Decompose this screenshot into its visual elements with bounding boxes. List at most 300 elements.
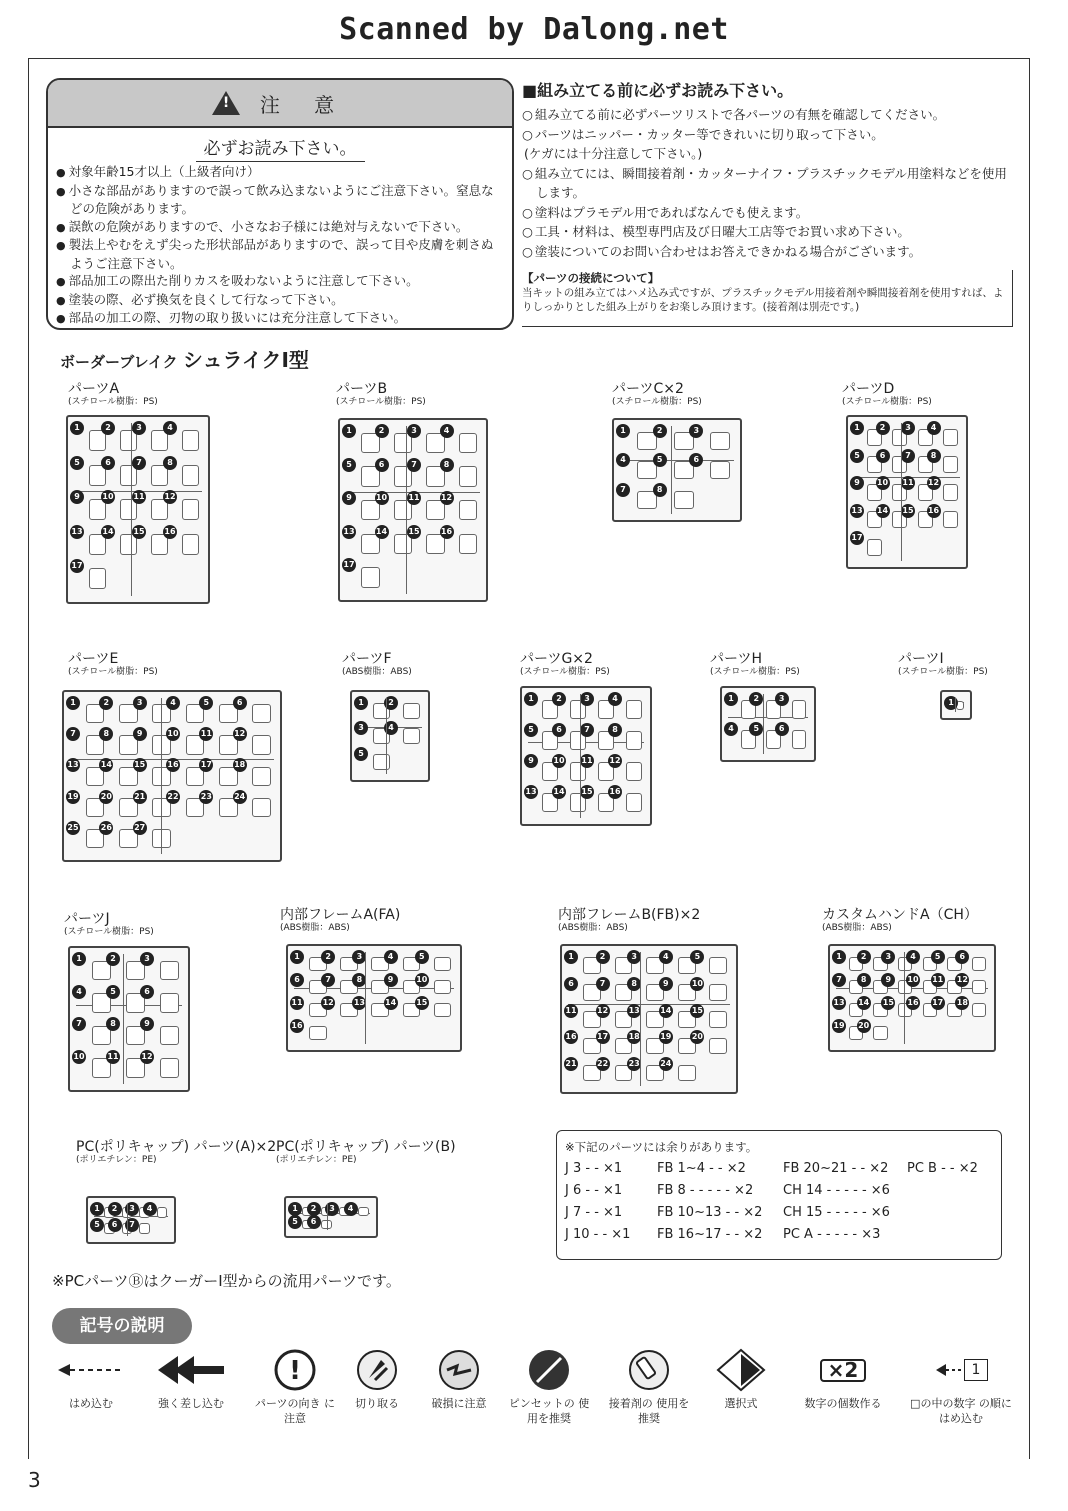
read-before-item: ○ 塗装についてのお問い合わせはお答えできかねる場合がございます。 xyxy=(522,242,1012,262)
parts-material: (ABS樹脂：ABS) xyxy=(558,923,628,933)
parts-runner xyxy=(86,1196,176,1244)
parts-material: (スチロール樹脂：PS) xyxy=(64,927,154,937)
parts-label xyxy=(842,382,932,408)
spare-cell xyxy=(907,1205,997,1220)
part-number: 7 xyxy=(832,973,846,987)
part-piece xyxy=(674,491,694,509)
part-number: 23 xyxy=(627,1057,641,1071)
parts-name: PC(ポリキャップ) パーツ(B) xyxy=(276,1139,456,1155)
part-number: 15 xyxy=(901,504,915,518)
parts-material: (ABS樹脂：ABS) xyxy=(822,923,892,933)
part-piece xyxy=(972,980,986,995)
part-number: 20 xyxy=(857,1019,871,1033)
part-number: 4 xyxy=(143,1202,157,1216)
part-number: 10 xyxy=(876,476,890,490)
parts-material: (ポリエチレン：PE) xyxy=(76,1155,157,1165)
part-number: 2 xyxy=(101,421,115,435)
part-piece xyxy=(403,728,420,744)
part-number: 11 xyxy=(407,491,421,505)
part-number: 16 xyxy=(163,525,177,539)
part-number: 24 xyxy=(659,1057,673,1071)
part-number: 5 xyxy=(90,1218,104,1232)
legend-item: 強く差し込む xyxy=(146,1348,236,1411)
spare-cell xyxy=(907,1227,997,1242)
part-number: 26 xyxy=(99,821,113,835)
part-number: 13 xyxy=(342,525,356,539)
caution-item: ● 塗装の際、必ず換気を良くして行なって下さい。 xyxy=(56,291,504,310)
spare-cell: J 10 - - ×1 xyxy=(565,1227,631,1242)
part-number: 11 xyxy=(290,996,304,1010)
part-number: 4 xyxy=(440,424,454,438)
read-before-item: ○ 塗料はプラモデル用であればなんでも使えます。 xyxy=(522,203,1012,223)
part-piece xyxy=(626,793,642,812)
caution-box xyxy=(46,78,514,330)
part-number: 8 xyxy=(627,977,641,991)
part-number: 4 xyxy=(659,950,673,964)
part-number: 13 xyxy=(66,758,80,772)
spare-cell xyxy=(907,1183,997,1198)
part-number: 7 xyxy=(66,727,80,741)
parts-runner xyxy=(68,946,190,1092)
part-piece xyxy=(678,1065,696,1082)
part-number: 10 xyxy=(415,973,429,987)
select-icon xyxy=(696,1348,786,1392)
part-number: 20 xyxy=(690,1030,704,1044)
part-number: 8 xyxy=(653,483,667,497)
spare-header: ※下記のパーツには余りがあります。 xyxy=(565,1140,758,1154)
part-number: 2 xyxy=(857,950,871,964)
spare-cell: J 3 - - ×1 xyxy=(565,1161,623,1176)
caution-list xyxy=(48,163,512,328)
part-piece xyxy=(459,500,477,520)
part-number: 12 xyxy=(233,727,247,741)
part-piece xyxy=(972,957,986,972)
part-number: 10 xyxy=(552,754,566,768)
legend-item: ピンセットの 使用を推奨 xyxy=(504,1348,594,1426)
part-number: 10 xyxy=(375,491,389,505)
part-number: 12 xyxy=(596,1004,610,1018)
legend-item: 1 □の中の数字 の順にはめ込む xyxy=(906,1348,1016,1426)
part-number: 15 xyxy=(881,996,895,1010)
parts-runner xyxy=(828,944,996,1052)
part-number: 8 xyxy=(99,727,113,741)
connection-text: 当キットの組み立てはハメ込み式ですが、プラスチックモデル用接着剤や瞬間接着剤を使用すれば、よりしっかりとした組み上がりをお楽しみ頂けます。(接着剤は別売です。) xyxy=(522,287,1004,313)
part-number: 9 xyxy=(524,754,538,768)
part-number: 10 xyxy=(166,727,180,741)
part-piece xyxy=(792,730,807,749)
parts-label xyxy=(276,1140,456,1166)
part-number: 15 xyxy=(133,758,147,772)
parts-label xyxy=(68,652,158,678)
part-number: 7 xyxy=(616,483,630,497)
part-number: 3 xyxy=(354,721,368,735)
part-number: 17 xyxy=(199,758,213,772)
part-number: 5 xyxy=(749,722,763,736)
part-piece xyxy=(182,465,200,486)
parts-label xyxy=(64,912,154,938)
part-number: 3 xyxy=(407,424,421,438)
part-number: 21 xyxy=(564,1057,578,1071)
part-number: 14 xyxy=(375,525,389,539)
part-piece xyxy=(321,1220,332,1229)
caution-item: ● 部品の加工の際、刃物の取り扱いには充分注意して下さい。 xyxy=(56,309,504,328)
part-number: 11 xyxy=(580,754,594,768)
part-number: 18 xyxy=(233,758,247,772)
part-number: 6 xyxy=(552,723,566,737)
part-piece xyxy=(709,1011,727,1028)
caution-item: ● 部品加工の際出た削りカスを吸わないように注意して下さい。 xyxy=(56,272,504,291)
part-number: 6 xyxy=(140,985,154,999)
part-number: 13 xyxy=(850,504,864,518)
part-piece xyxy=(160,1026,179,1046)
part-number: 13 xyxy=(524,785,538,799)
parts-runner xyxy=(62,690,282,862)
legend xyxy=(46,1348,1022,1438)
part-number: 8 xyxy=(927,449,941,463)
part-number: 5 xyxy=(106,985,120,999)
parts-runner xyxy=(284,1196,378,1238)
part-number: 8 xyxy=(440,458,454,472)
part-number: 3 xyxy=(775,692,789,706)
part-number: 2 xyxy=(307,1202,321,1216)
part-piece xyxy=(160,993,179,1013)
part-number: 17 xyxy=(70,559,84,573)
part-number: 15 xyxy=(415,996,429,1010)
parts-name: 内部フレームB(FB)×2 xyxy=(558,907,701,923)
part-piece xyxy=(434,980,452,995)
part-number: 12 xyxy=(440,491,454,505)
caution-item: ● 小さな部品がありますので誤って飲み込まないようにご注意下さい。窒息などの危険があります。 xyxy=(56,182,504,218)
part-number: 6 xyxy=(375,458,389,472)
part-number: 11 xyxy=(199,727,213,741)
part-number: 16 xyxy=(927,504,941,518)
part-number: 2 xyxy=(106,952,120,966)
caution-item: ● 誤飲の危険がありますので、小さなお子様には絶対与えないで下さい。 xyxy=(56,218,504,237)
parts-runner xyxy=(338,418,488,602)
part-number: 7 xyxy=(125,1218,139,1232)
part-number: 8 xyxy=(106,1017,120,1031)
part-number: 3 xyxy=(627,950,641,964)
part-number: 5 xyxy=(524,723,538,737)
part-number: 4 xyxy=(163,421,177,435)
spare-cell: FB 8 - - - - - ×2 xyxy=(657,1183,754,1198)
part-number: 10 xyxy=(101,490,115,504)
part-piece xyxy=(182,534,200,555)
tweezers-icon xyxy=(504,1348,594,1392)
part-number: 4 xyxy=(384,721,398,735)
part-number: 11 xyxy=(106,1050,120,1064)
part-number: 7 xyxy=(321,973,335,987)
part-number: 3 xyxy=(352,950,366,964)
part-number: 22 xyxy=(596,1057,610,1071)
parts-label xyxy=(76,1140,276,1166)
part-number: 2 xyxy=(552,692,566,706)
part-number: 17 xyxy=(850,531,864,545)
parts-label xyxy=(68,382,158,408)
part-number: 15 xyxy=(407,525,421,539)
part-number: 1 xyxy=(354,696,368,710)
part-number: 2 xyxy=(384,696,398,710)
parts-name: パーツC×2 xyxy=(612,381,684,397)
exclamation-icon xyxy=(250,1348,340,1392)
read-before-title: ■組み立てる前に必ずお読み下さい。 xyxy=(522,81,794,100)
spare-cell: PC B - - ×2 xyxy=(907,1161,978,1176)
part-number: 9 xyxy=(133,727,147,741)
part-number: 17 xyxy=(931,996,945,1010)
part-number: 1 xyxy=(290,950,304,964)
part-number: 13 xyxy=(832,996,846,1010)
spare-parts-box xyxy=(556,1130,1002,1260)
part-number: 21 xyxy=(133,790,147,804)
part-number: 4 xyxy=(608,692,622,706)
part-piece xyxy=(873,1026,887,1041)
part-number: 16 xyxy=(440,525,454,539)
part-piece xyxy=(943,456,958,473)
pc-note: ※PCパーツⒷはクーガーⅠ型からの流用パーツです。 xyxy=(52,1272,401,1290)
part-number: 6 xyxy=(955,950,969,964)
spare-grid xyxy=(565,1161,1001,1242)
double-arrow-icon xyxy=(146,1348,236,1392)
part-piece xyxy=(459,534,477,554)
page-number: 3 xyxy=(28,1468,41,1492)
part-number: 16 xyxy=(906,996,920,1010)
part-number: 1 xyxy=(342,424,356,438)
part-piece xyxy=(373,703,390,719)
part-piece xyxy=(792,700,807,719)
parts-material: (スチロール樹脂：PS) xyxy=(842,397,932,407)
part-number: 14 xyxy=(857,996,871,1010)
read-before-item: (ケガには十分注意して下さい。) xyxy=(524,146,703,161)
part-number: 1 xyxy=(66,696,80,710)
connection-note xyxy=(522,270,1013,327)
part-number: 9 xyxy=(140,1017,154,1031)
parts-runner xyxy=(350,690,430,782)
parts-label xyxy=(612,382,702,408)
part-number: 22 xyxy=(166,790,180,804)
part-number: 7 xyxy=(580,723,594,737)
part-number: 12 xyxy=(608,754,622,768)
connection-title: 【パーツの接続について】 xyxy=(522,271,660,285)
part-piece xyxy=(309,1026,327,1041)
part-number: 6 xyxy=(689,453,703,467)
part-number: 9 xyxy=(384,973,398,987)
parts-material: (スチロール樹脂：PS) xyxy=(898,667,988,677)
part-number: 17 xyxy=(596,1030,610,1044)
part-number: 6 xyxy=(233,696,247,710)
part-piece xyxy=(160,1058,179,1078)
glue-icon xyxy=(604,1348,694,1392)
part-number: 16 xyxy=(166,758,180,772)
svg-text:!: ! xyxy=(289,1356,301,1386)
parts-runner xyxy=(612,418,742,522)
scan-credit: Scanned by Dalong.net xyxy=(339,12,729,47)
part-number: 1 xyxy=(70,421,84,435)
part-number: 13 xyxy=(70,525,84,539)
kit-name: シュライクⅠ型 xyxy=(182,348,309,372)
read-before-item: ○ 組み立てる前に必ずパーツリストで各パーツの有無を確認してください。 xyxy=(522,105,1012,125)
legend-item: はめ込む xyxy=(46,1348,136,1411)
part-number: 11 xyxy=(132,490,146,504)
parts-runner xyxy=(846,415,968,569)
part-number: 19 xyxy=(66,790,80,804)
part-number: 3 xyxy=(901,421,915,435)
spare-cell: CH 14 - - - - - ×6 xyxy=(783,1183,890,1198)
part-piece xyxy=(710,432,730,450)
part-piece xyxy=(358,1207,369,1216)
part-number: 9 xyxy=(850,476,864,490)
part-number: 1 xyxy=(564,950,578,964)
part-number: 6 xyxy=(101,456,115,470)
parts-name: カスタムハンドA（CH） xyxy=(822,907,978,923)
part-number: 5 xyxy=(415,950,429,964)
spare-cell: J 7 - - ×1 xyxy=(565,1205,623,1220)
part-number: 8 xyxy=(352,973,366,987)
part-number: 1 xyxy=(724,692,738,706)
parts-name: 内部フレームA(FA) xyxy=(280,907,401,923)
multiply-icon: ×2 xyxy=(798,1348,888,1392)
parts-name: PC(ポリキャップ) パーツ(A)×2 xyxy=(76,1139,277,1155)
read-before-item: ○ 工具・材料は、模型専門店及び日曜大工店等でお買い求め下さい。 xyxy=(522,222,1012,242)
caution-item: ● 対象年齢15才以上（上級者向け） xyxy=(56,163,504,182)
kit-title xyxy=(60,344,309,373)
part-number: 8 xyxy=(608,723,622,737)
part-piece xyxy=(403,703,420,719)
part-number: 5 xyxy=(199,696,213,710)
part-number: 12 xyxy=(163,490,177,504)
legend-item: 接着剤の 使用を推奨 xyxy=(604,1348,694,1426)
parts-runner xyxy=(940,690,972,720)
part-number: 2 xyxy=(653,424,667,438)
parts-label xyxy=(898,652,988,678)
spare-cell: FB 20~21 - - ×2 xyxy=(783,1161,889,1176)
parts-name: パーツA xyxy=(68,381,120,397)
part-number: 20 xyxy=(99,790,113,804)
part-number: 15 xyxy=(132,525,146,539)
part-number: 10 xyxy=(690,977,704,991)
cutter-icon xyxy=(332,1348,422,1392)
part-number: 8 xyxy=(857,973,871,987)
part-number: 5 xyxy=(288,1215,302,1229)
part-number: 1 xyxy=(850,421,864,435)
part-number: 13 xyxy=(352,996,366,1010)
part-piece xyxy=(434,1003,452,1018)
parts-runner xyxy=(520,686,652,826)
parts-runner xyxy=(286,944,462,1052)
part-number: 3 xyxy=(140,952,154,966)
parts-name: パーツI xyxy=(898,651,944,667)
read-before-list xyxy=(522,105,1012,261)
part-number: 7 xyxy=(407,458,421,472)
part-number: 2 xyxy=(375,424,389,438)
parts-material: (ABS樹脂：ABS) xyxy=(342,667,412,677)
parts-material: (スチロール樹脂：PS) xyxy=(68,397,158,407)
spare-cell: FB 1~4 - - ×2 xyxy=(657,1161,746,1176)
part-number: 3 xyxy=(580,692,594,706)
part-number: 10 xyxy=(72,1050,86,1064)
part-number: 4 xyxy=(906,950,920,964)
legend-item: 選択式 xyxy=(696,1348,786,1411)
parts-name: パーツD xyxy=(842,381,895,397)
part-number: 15 xyxy=(690,1004,704,1018)
warning-icon xyxy=(212,91,240,115)
spare-cell: FB 16~17 - - ×2 xyxy=(657,1227,763,1242)
part-piece xyxy=(157,1207,168,1218)
spare-cell: FB 10~13 - - ×2 xyxy=(657,1205,763,1220)
part-number: 6 xyxy=(307,1215,321,1229)
parts-runner xyxy=(66,415,210,604)
legend-item: 切り取る xyxy=(332,1348,422,1411)
part-number: 2 xyxy=(596,950,610,964)
part-number: 14 xyxy=(384,996,398,1010)
parts-material: (スチロール樹脂：PS) xyxy=(520,667,610,677)
spare-cell: PC A - - - - - ×3 xyxy=(783,1227,881,1242)
part-piece xyxy=(252,767,271,786)
part-number: 6 xyxy=(564,977,578,991)
parts-material: (ABS樹脂：ABS) xyxy=(280,923,350,933)
part-piece xyxy=(626,731,642,750)
part-number: 5 xyxy=(690,950,704,964)
parts-runner xyxy=(560,944,738,1094)
parts-material: (スチロール樹脂：PS) xyxy=(612,397,702,407)
part-number: 11 xyxy=(564,1004,578,1018)
part-piece xyxy=(626,700,642,719)
part-number: 1 xyxy=(90,1202,104,1216)
part-piece xyxy=(459,433,477,453)
parts-name: パーツF xyxy=(342,651,392,667)
part-number: 16 xyxy=(564,1030,578,1044)
part-number: 14 xyxy=(99,758,113,772)
caution-header xyxy=(48,80,512,128)
parts-name: パーツG×2 xyxy=(520,651,593,667)
part-number: 18 xyxy=(955,996,969,1010)
dashed-arrow-icon xyxy=(46,1348,136,1392)
part-number: 1 xyxy=(524,692,538,706)
part-number: 1 xyxy=(832,950,846,964)
part-number: 4 xyxy=(384,950,398,964)
part-piece xyxy=(152,829,171,848)
parts-label xyxy=(710,652,800,678)
part-number: 14 xyxy=(659,1004,673,1018)
part-number: 7 xyxy=(72,1017,86,1031)
part-piece xyxy=(373,754,390,770)
part-number: 4 xyxy=(166,696,180,710)
part-number: 3 xyxy=(133,696,147,710)
part-number: 2 xyxy=(749,692,763,706)
part-number: 5 xyxy=(342,458,356,472)
caution-title: 注 意 xyxy=(259,92,349,117)
part-number: 16 xyxy=(290,1019,304,1033)
part-number: 12 xyxy=(140,1050,154,1064)
part-number: 3 xyxy=(325,1202,339,1216)
part-number: 27 xyxy=(133,821,147,835)
part-number: 18 xyxy=(627,1030,641,1044)
part-number: 7 xyxy=(596,977,610,991)
part-number: 1 xyxy=(288,1202,302,1216)
part-piece xyxy=(943,429,958,446)
part-piece xyxy=(943,511,958,528)
part-number: 5 xyxy=(653,453,667,467)
legend-item: 破損に注意 xyxy=(414,1348,504,1411)
part-number: 6 xyxy=(876,449,890,463)
order-arrow-icon: 1 xyxy=(906,1348,1016,1392)
parts-name: パーツH xyxy=(710,651,762,667)
part-number: 9 xyxy=(70,490,84,504)
part-number: 14 xyxy=(101,525,115,539)
part-number: 12 xyxy=(927,476,941,490)
parts-label xyxy=(342,652,412,678)
part-number: 4 xyxy=(344,1202,358,1216)
parts-label xyxy=(280,908,400,934)
